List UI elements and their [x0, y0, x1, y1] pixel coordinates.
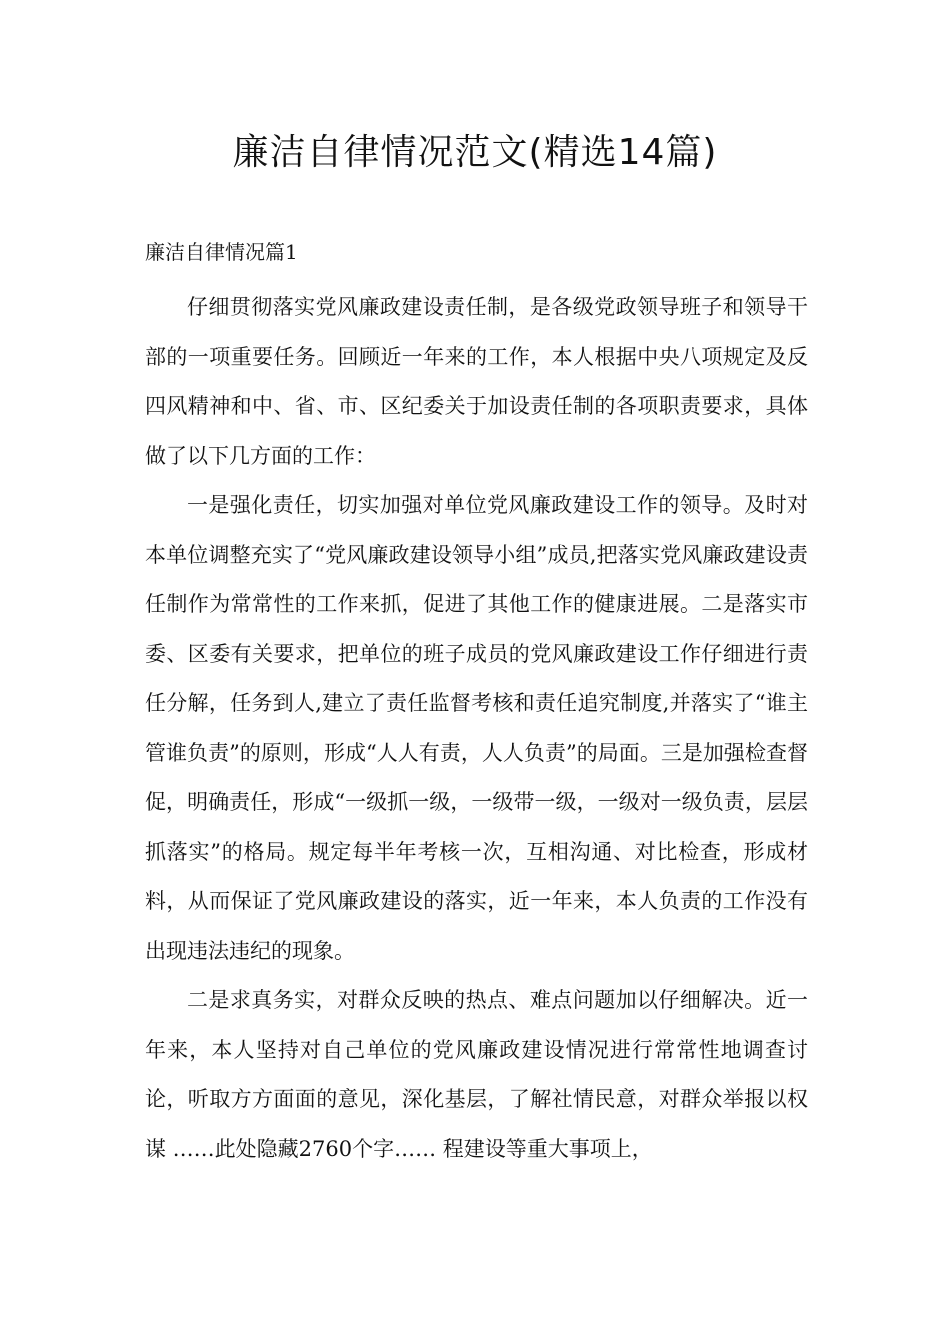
document-title: 廉洁自律情况范文(精选14篇): [232, 132, 718, 173]
paragraph-2: 一是强化责任，切实加强对单位党风廉政建设工作的领导。及时对本单位调整充实了“党风廉政建设领导小组”成员,把落实党风廉政建设责任制作为常常性的工作来抓，促进了其他工作的健康进展。二是落实市委、区委有关要求，把单位的班子成员的党风廉政建设工作仔细进行责任分解，任务到人,建立了责任监督考核和责任追究制度,并落实了“谁主管谁负责”的原则，形成“人人有责，人人负责”的局面。三是加强检查督促，明确责任，形成“一级抓一级，一级带一级，一级对一级负责，层层抓落实”的格局。规定每半年考核一次，互相沟通、对比检查，形成材料，从而保证了党风廉政建设的落实，近一年来，本人负责的工作没有出现违法违纪的现象。: [145, 493, 808, 963]
document-body: [145, 283, 808, 1174]
paragraph-3: 二是求真务实，对群众反映的热点、难点问题加以仔细解决。近一年来，本人坚持对自己单位的党风廉政建设情况进行常常性地调查讨论，听取方方面面的意见，深化基层，了解社情民意，对群众举报以权谋 ……此处隐藏2760个字…… 程建设等重大事项上，: [145, 988, 808, 1161]
paragraph-1: 仔细贯彻落实党风廉政建设责任制，是各级党政领导班子和领导干部的一项重要任务。回顾近一年来的工作，本人根据中央八项规定及反四风精神和中、省、市、区纪委关于加设责任制的各项职责要求，具体做了以下几方面的工作：: [145, 295, 808, 468]
section-heading: 廉洁自律情况篇1: [145, 240, 298, 264]
